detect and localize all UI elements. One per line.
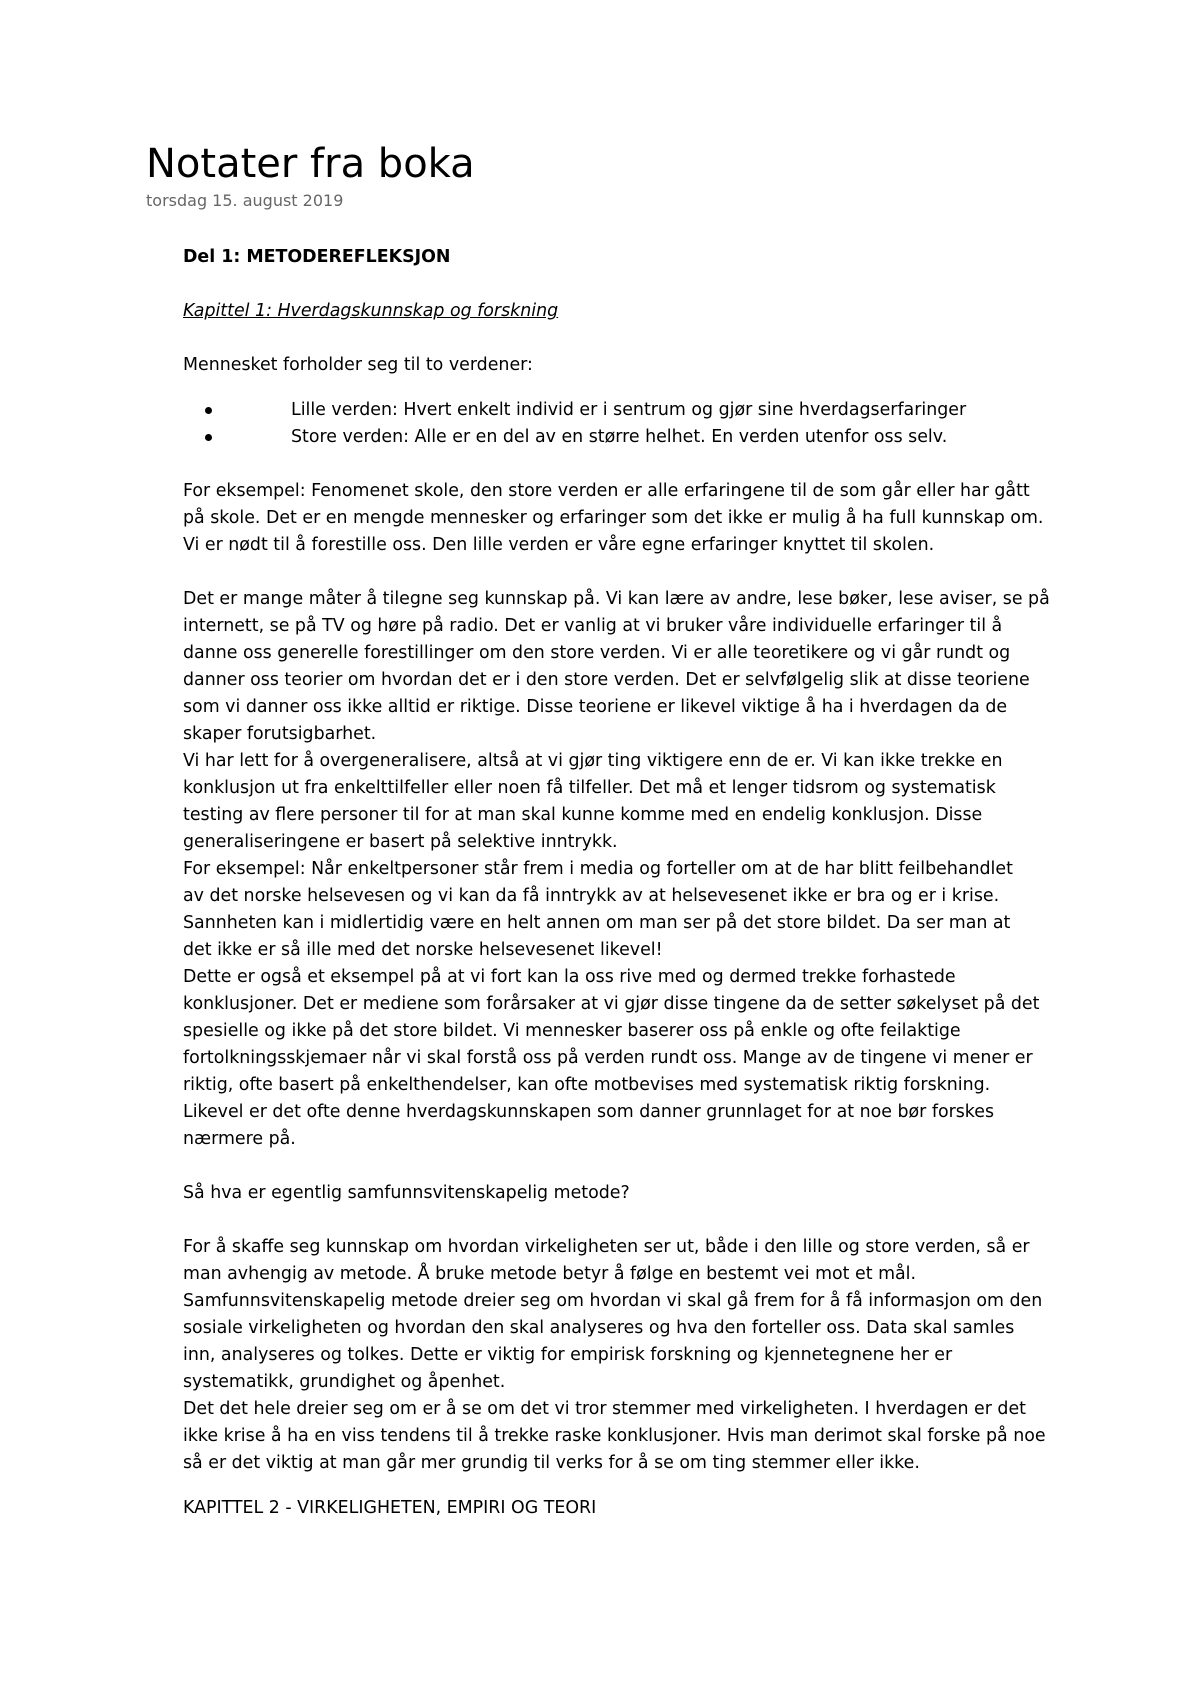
text-line: Sannheten kan i midlertidig være en helt annen om man ser på det store bildet. Da ser man at [183, 913, 1011, 933]
text-line: det ikke er så ille med det norske helsevesenet likevel! [183, 940, 663, 960]
text-line: spesielle og ikke på det store bildet. Vi mennesker baserer oss på enkle og ofte feilaktige [183, 1021, 961, 1041]
text-line: Dette er også et eksempel på at vi fort kan la oss rive med og dermed trekke forhastede [183, 967, 956, 987]
text-line: Vi har lett for å overgeneralisere, altså at vi gjør ting viktigere enn de er. Vi kan ikke trekke en [183, 751, 1003, 771]
chapter1-heading: Kapittel 1: Hverdagskunnskap og forskning [183, 301, 559, 321]
text-line: testing av flere personer til for at man skal kunne komme med en endelig konklusjon. Disse [183, 805, 983, 825]
text-line: sosiale virkeligheten og hvordan den skal analyseres og hva den forteller oss. Data skal samles [183, 1318, 1015, 1338]
intro-text: Mennesket forholder seg til to verdener: [183, 355, 533, 375]
text-line: som vi danner oss ikke alltid er riktige. Disse teoriene er likevel viktige å ha i hverdagen da de [183, 697, 1008, 717]
text-line: Det det hele dreier seg om er å se om det vi tror stemmer med virkeligheten. I hverdagen er det [183, 1399, 1026, 1419]
text-line: internett, se på TV og høre på radio. Det er vanlig at vi bruker våre individuelle erfaringer til å [183, 616, 1003, 636]
text-line: For eksempel: Fenomenet skole, den store verden er alle erfaringene til de som går eller har gått [183, 481, 1030, 501]
text-line: Det er mange måter å tilegne seg kunnskap på. Vi kan lære av andre, lese bøker, lese aviser, se på [183, 589, 1050, 609]
text-line: systematikk, grundighet og åpenhet. [183, 1372, 506, 1392]
text-line: på skole. Det er en mengde mennesker og erfaringer som det ikke er mulig å ha full kunnskap om. [183, 508, 1044, 528]
text-line: fortolkningsskjemaer når vi skal forstå oss på verden rundt oss. Mange av de tingene vi mener er [183, 1048, 1033, 1068]
text-line: danne oss generelle forestillinger om den store verden. Vi er alle teoretikere og vi går rundt og [183, 643, 1011, 663]
document-body [183, 244, 1083, 1522]
question-line: Så hva er egentlig samfunnsvitenskapelig metode? [183, 1183, 630, 1203]
text-line: så er det viktig at man går mer grundig til verks for å se om ting stemmer eller ikke. [183, 1453, 920, 1473]
paragraph-1 [183, 478, 1083, 559]
text-line: konklusjon ut fra enkelttilfeller eller noen få tilfeller. Det må et lenger tidsrom og systematisk [183, 778, 996, 798]
text-line: Samfunnsvitenskapelig metode dreier seg om hvordan vi skal gå frem for å få informasjon om den [183, 1291, 1043, 1311]
part-heading: Del 1: METODEREFLEKSJON [183, 247, 451, 267]
page-date: torsdag 15. august 2019 [146, 191, 344, 210]
text-line: ikke krise å ha en viss tendens til å trekke raske konklusjoner. Hvis man derimot skal forske på noe [183, 1426, 1046, 1446]
text-line: For å skaffe seg kunnskap om hvordan virkeligheten ser ut, både i den lille og store verden, så er [183, 1237, 1030, 1257]
text-line: av det norske helsevesen og vi kan da få inntrykk av at helsevesenet ikke er bra og er i krise. [183, 886, 1000, 906]
text-line: danner oss teorier om hvordan det er i den store verden. Det er selvfølgelig slik at disse teoriene [183, 670, 1030, 690]
text-line: Likevel er det ofte denne hverdagskunnskapen som danner grunnlaget for at noe bør forskes [183, 1102, 995, 1122]
text-line: Vi er nødt til å forestille oss. Den lille verden er våre egne erfaringer knyttet til skolen. [183, 535, 935, 555]
bullet-list [183, 397, 1083, 451]
text-line: skaper forutsigbarhet. [183, 724, 377, 744]
bullet-icon [205, 407, 212, 414]
text-line: nærmere på. [183, 1129, 296, 1149]
paragraph-2 [183, 586, 1083, 1153]
text-line: man avhengig av metode. Å bruke metode betyr å følge en bestemt vei mot et mål. [183, 1264, 917, 1284]
list-item: Store verden: Alle er en del av en større helhet. En verden utenfor oss selv. [183, 424, 1083, 451]
chapter2-heading: KAPITTEL 2 - VIRKELIGHETEN, EMPIRI OG TEORI [183, 1498, 597, 1518]
text-line: riktig, ofte basert på enkelthendelser, kan ofte motbevises med systematisk riktig forskning. [183, 1075, 991, 1095]
bullet-icon [205, 434, 212, 441]
text-line: generaliseringene er basert på selektive inntrykk. [183, 832, 618, 852]
list-item: Lille verden: Hvert enkelt individ er i sentrum og gjør sine hverdagserfaringer [183, 397, 1083, 424]
paragraph-3 [183, 1234, 1083, 1477]
text-line: konklusjoner. Det er mediene som forårsaker at vi gjør disse tingene da de setter søkelyset på det [183, 994, 1040, 1014]
page-title: Notater fra boka [146, 141, 475, 187]
text-line: inn, analyseres og tolkes. Dette er viktig for empirisk forskning og kjennetegnene her er [183, 1345, 953, 1365]
text-line: For eksempel: Når enkeltpersoner står frem i media og forteller om at de har blitt feilbehandlet [183, 859, 1013, 879]
